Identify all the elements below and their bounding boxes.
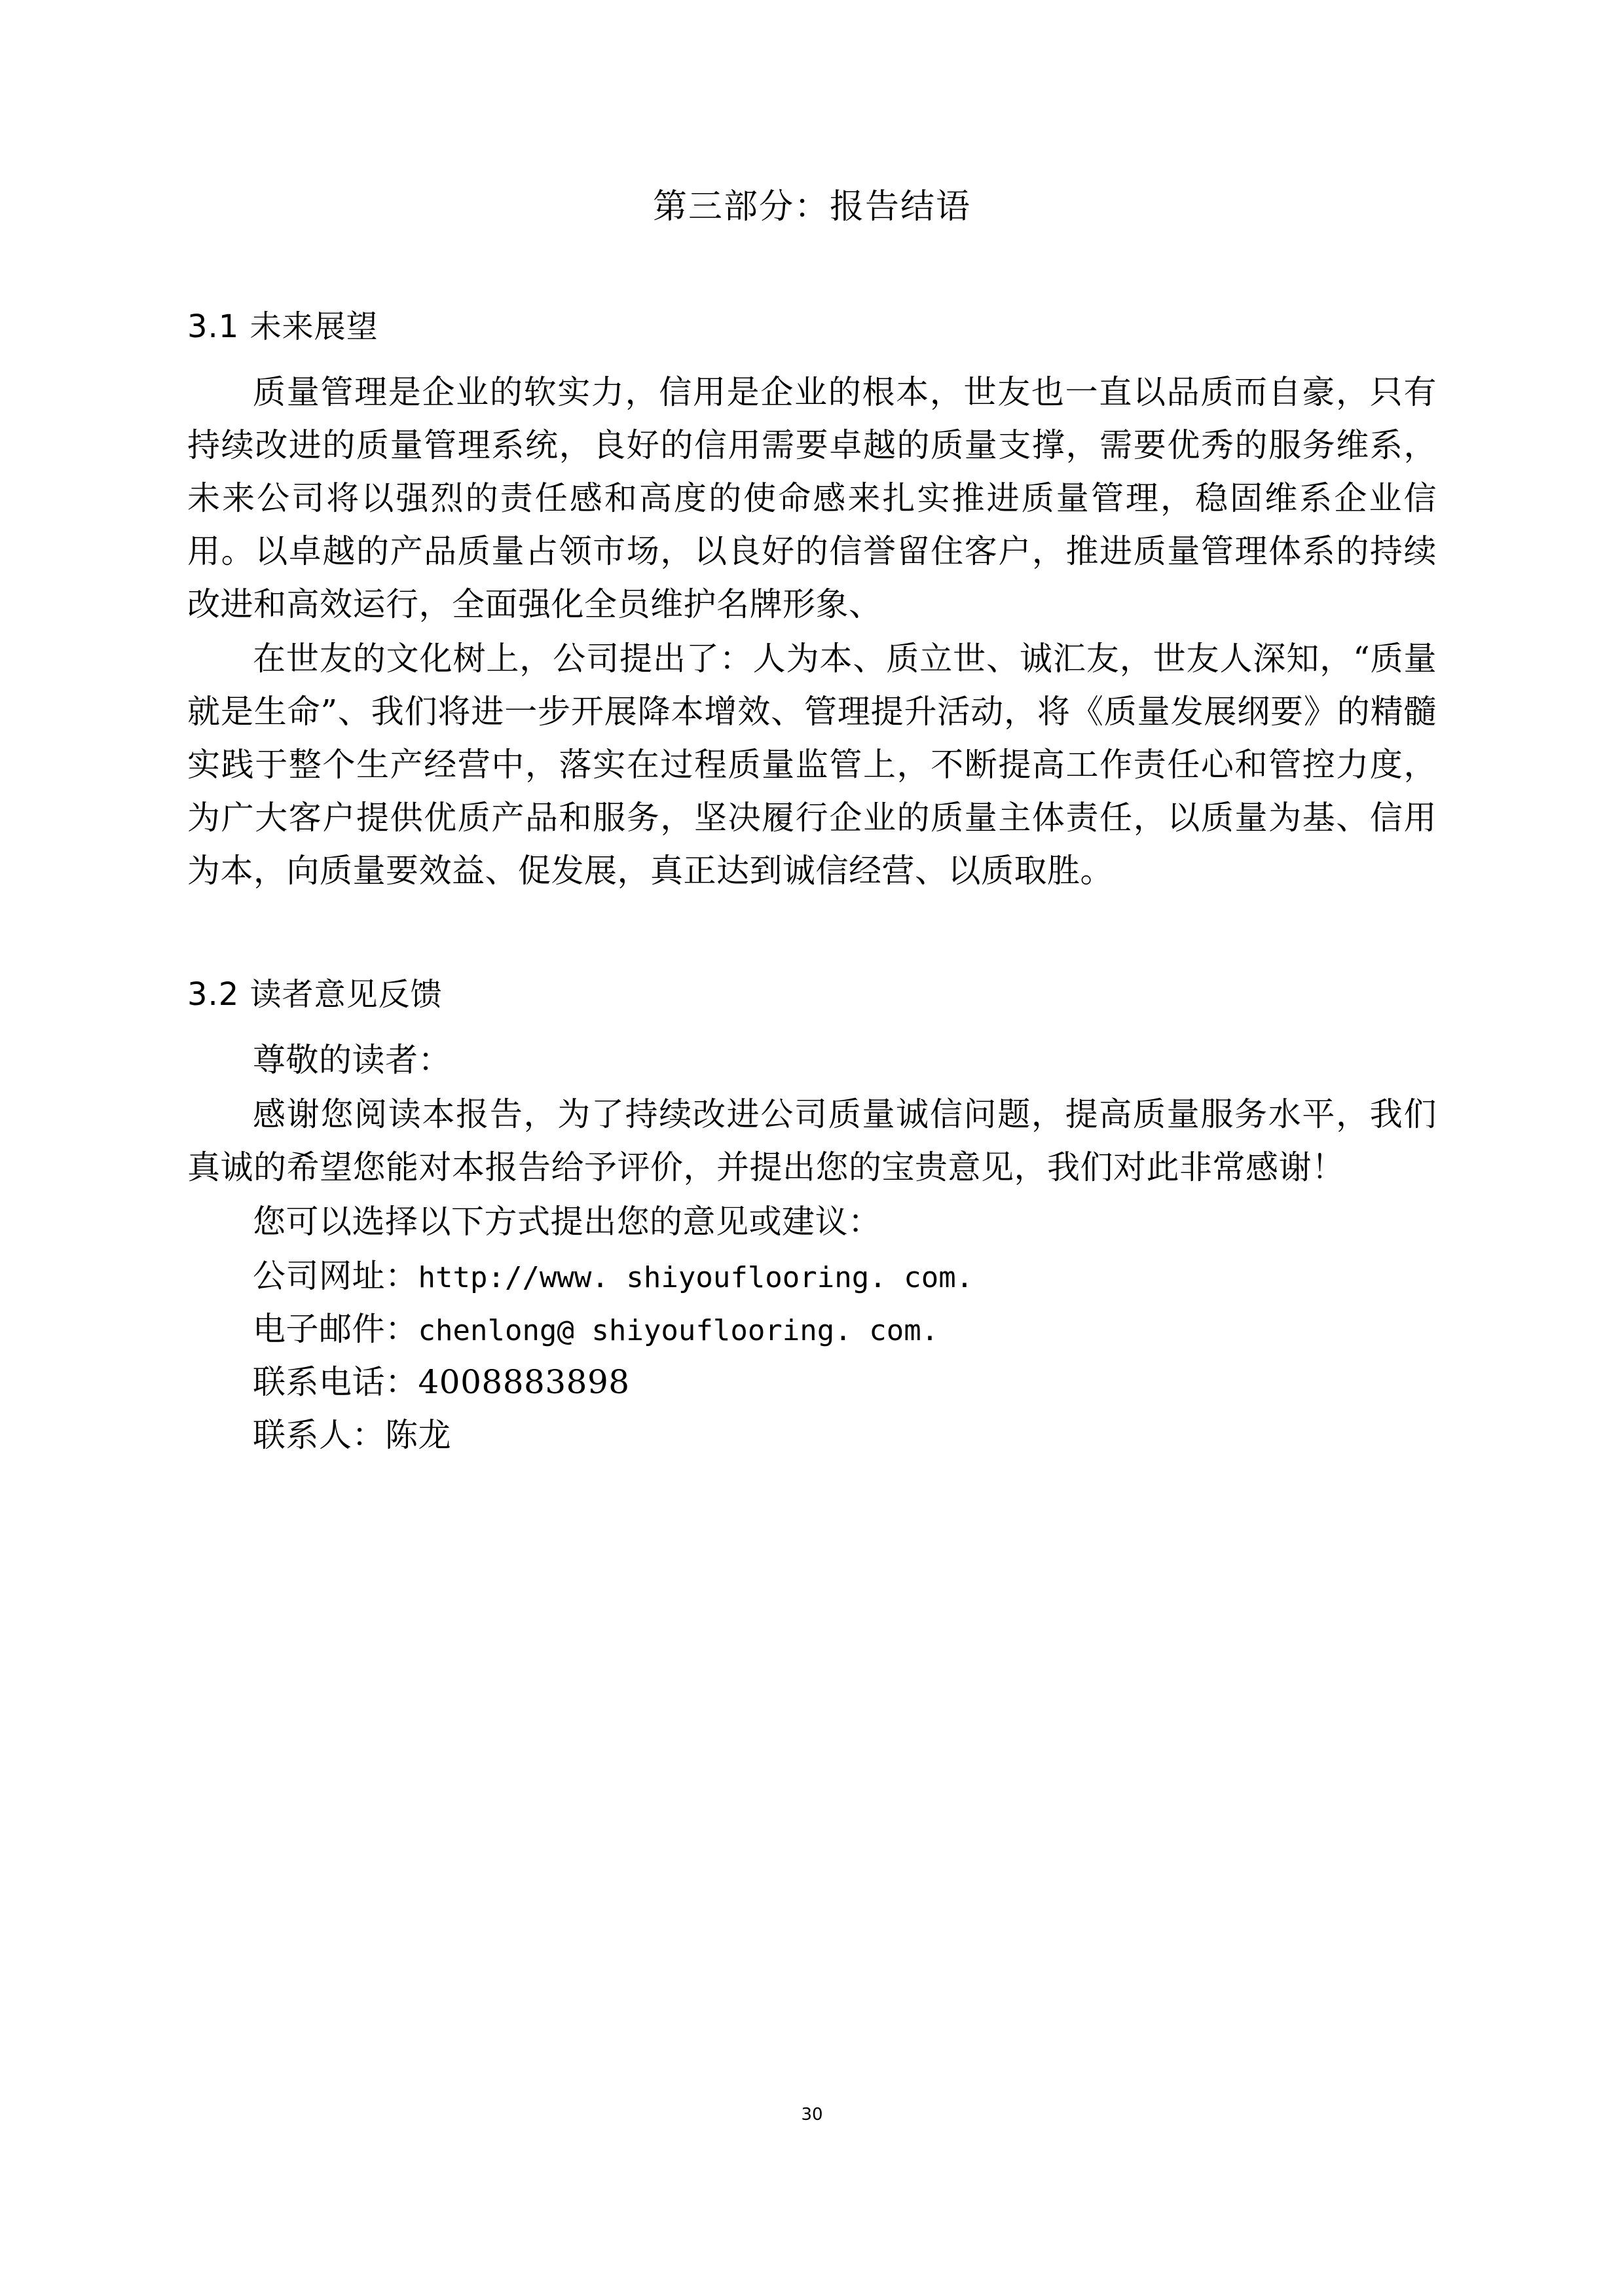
paragraph-reader-thanks: 感谢您阅读本报告，为了持续改进公司质量诚信问题，提高质量服务水平，我们真诚的希望您能对本报告给予评价，并提出您的宝贵意见，我们对此非常感谢！ — [187, 1095, 1437, 1186]
section-heading-future-outlook: 3.1 未来展望 — [187, 308, 378, 345]
contact-email-line — [187, 1303, 1437, 1356]
contact-website-value[interactable]: http://www. shiyouflooring. com. — [418, 1260, 974, 1294]
contact-person-label: 联系人： — [253, 1415, 385, 1454]
page-title: 第三部分：报告结语 — [652, 187, 971, 227]
paragraph-reader-salutation: 尊敬的读者： — [253, 1040, 451, 1079]
section-heading-reader-feedback: 3.2 读者意见反馈 — [187, 975, 443, 1013]
contact-phone-line — [187, 1356, 1437, 1409]
contact-person-line — [187, 1409, 1437, 1462]
contact-phone-label: 联系电话： — [253, 1362, 418, 1401]
page-content — [187, 183, 1437, 1462]
contact-email-value[interactable]: chenlong@ shiyouflooring. com. — [418, 1313, 939, 1347]
contact-phone-value: 4008883898 — [418, 1362, 630, 1401]
paragraph-future-outlook-2: 在世友的文化树上，公司提出了：人为本、质立世、诚汇友，世友人深知，“质量就是生命”、我们将进一步开展降本增效、管理提升活动，将《质量发展纲要》的精髓实践于整个生产经营中，落实在过程质量监管上，不断提高工作责任心和管控力度，为广大客户提供优质产品和服务，坚决履行企业的质量主体责任，以质量为基、信用为本，向质量要效益、促发展，真正达到诚信经营、以质取胜。 — [187, 639, 1437, 890]
contact-email-label: 电子邮件： — [253, 1309, 418, 1348]
paragraph-reader-methods: 您可以选择以下方式提出您的意见或建议： — [253, 1202, 881, 1241]
paragraph-future-outlook-1: 质量管理是企业的软实力，信用是企业的根本，世友也一直以品质而自豪，只有持续改进的质量管理系统，良好的信用需要卓越的质量支撑，需要优秀的服务维系，未来公司将以强烈的责任感和高度的使命感来扎实推进质量管理，稳固维系企业信用。以卓越的产品质量占领市场，以良好的信誉留住客户，推进质量管理体系的持续改进和高效运行，全面强化全员维护名牌形象、 — [187, 373, 1437, 623]
contact-website-line — [187, 1250, 1437, 1303]
contact-website-label: 公司网址： — [253, 1256, 418, 1295]
contact-person-value: 陈龙 — [385, 1415, 451, 1454]
page-number: 30 — [801, 2105, 823, 2124]
